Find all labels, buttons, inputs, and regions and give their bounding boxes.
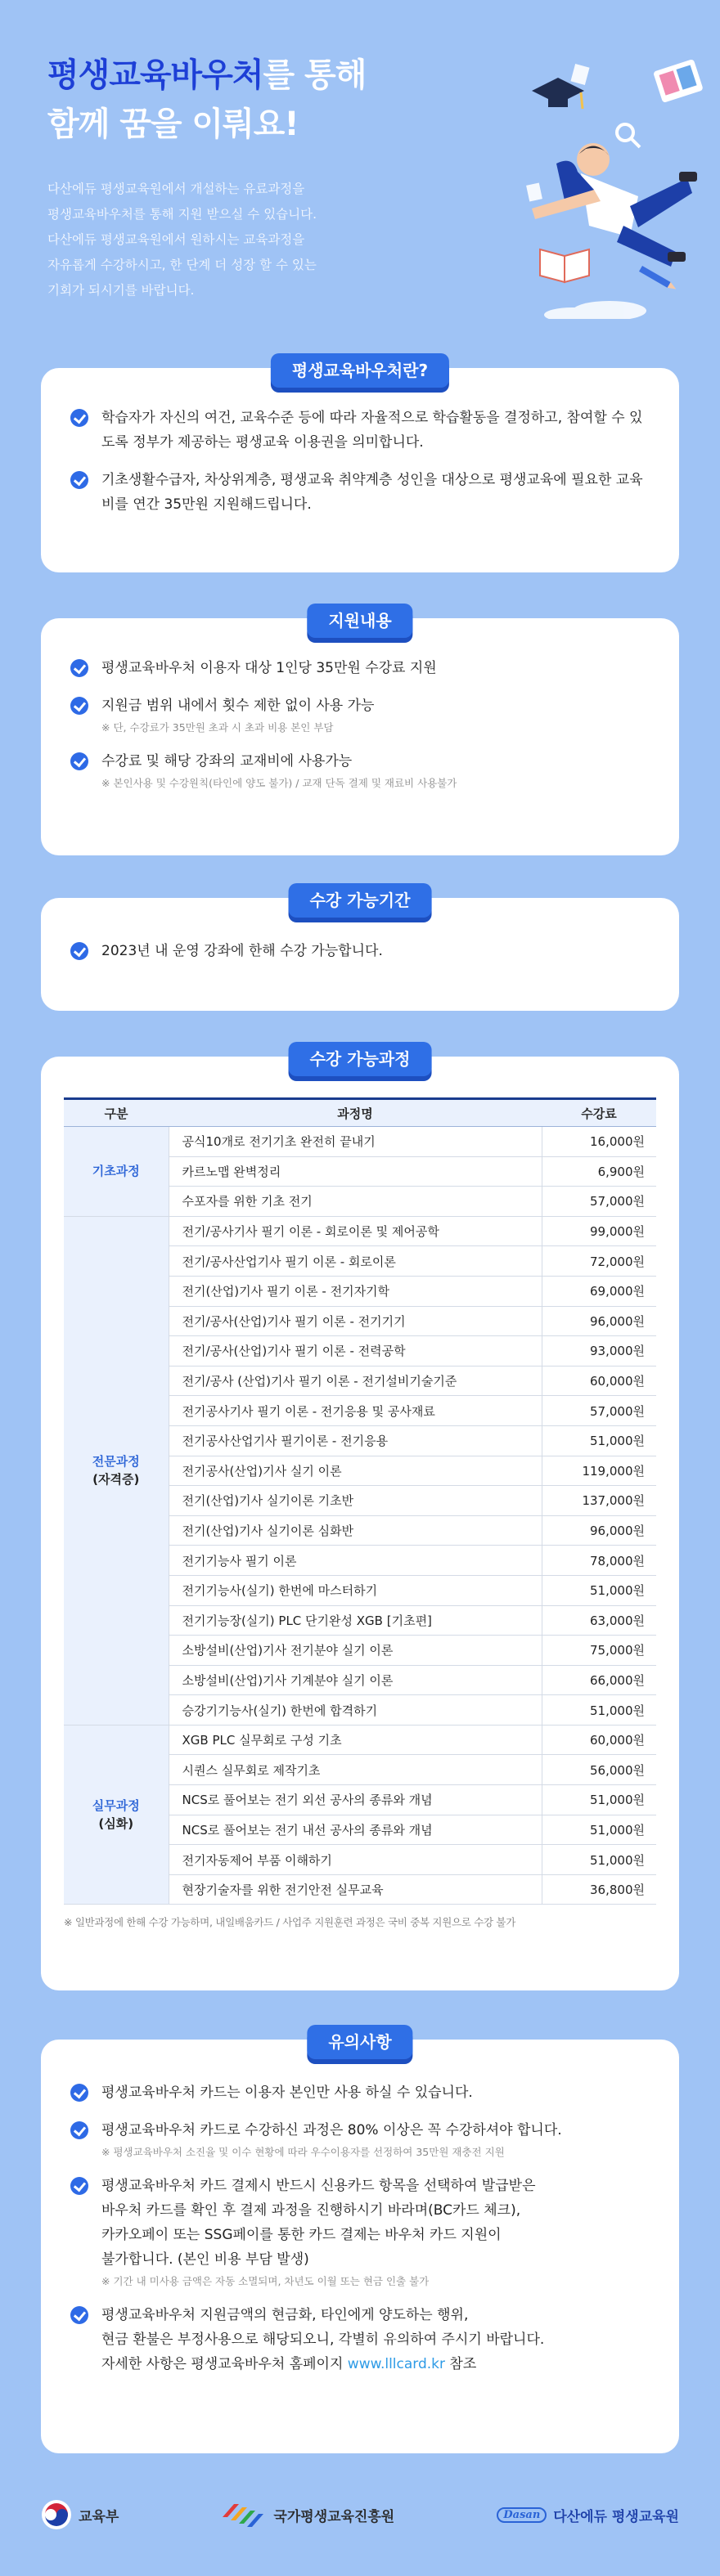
caution-last-suffix: 참조	[449, 2356, 477, 2372]
course-fee: 56,000원	[542, 1755, 656, 1785]
info-item-note: ※ 본인사용 및 수강원칙(타인에 양도 불가) / 교재 단독 결제 및 재료비 사용불가	[101, 777, 457, 789]
course-fee: 51,000원	[542, 1425, 656, 1456]
check-circle-icon	[70, 471, 88, 489]
course-name: 전기공사산업기사 필기이론 - 전기응용	[169, 1425, 542, 1456]
course-name: 전기기능사 필기 이론	[169, 1546, 542, 1576]
section-title: 수강 가능과정	[289, 1042, 432, 1076]
info-item-text: 학습자가 자신의 여건, 교육수준 등에 따라 자율적으로 학습활동을 결정하고, 참여할 수 있도록 정부가 제공하는 평생교육 이용권을 의미합니다.	[101, 410, 643, 451]
caution-text: 불가합니다. (본인 비용 부담 발생)	[101, 2251, 309, 2268]
info-item-text: 평생교육바우처 이용자 대상 1인당 35만원 수강료 지원	[101, 660, 437, 676]
caution-item	[70, 2303, 650, 2376]
check-circle-icon	[70, 659, 88, 677]
table-header-course: 과정명	[169, 1099, 542, 1127]
caution-text: 평생교육바우처 카드는 이용자 본인만 사용 하실 수 있습니다.	[101, 2085, 473, 2101]
course-fee: 99,000원	[542, 1216, 656, 1246]
course-fee: 137,000원	[542, 1486, 656, 1516]
course-fee: 36,800원	[542, 1874, 656, 1905]
section-title: 지원내용	[307, 604, 412, 638]
course-fee: 119,000원	[542, 1456, 656, 1486]
course-fee: 16,000원	[542, 1127, 656, 1157]
caution-item	[70, 2174, 650, 2290]
info-item	[70, 939, 650, 963]
course-name: 소방설비(산업)기사 전기분야 실기 이론	[169, 1636, 542, 1666]
info-item	[70, 693, 650, 736]
dasan-mark-icon: Dasan	[497, 2507, 547, 2523]
info-item-text: 수강료 및 해당 강좌의 교재비에 사용가능	[101, 753, 353, 770]
info-item	[70, 749, 650, 792]
moe-logo-text: 교육부	[79, 2508, 119, 2525]
section-period	[41, 891, 679, 1011]
caution-note: ※ 평생교육바우처 소진율 및 이수 현황에 따라 우수이용자를 선정하여 35만원 재충전 지원	[101, 2146, 505, 2158]
hero-desc-line: 다산에듀 평생교육원에서 개설하는 유료과정을	[47, 182, 305, 196]
course-name: 수포자를 위한 기초 전기	[169, 1187, 542, 1217]
course-fee: 60,000원	[542, 1725, 656, 1755]
student-figure	[532, 143, 697, 267]
book-icon	[653, 59, 704, 103]
pencil-icon	[639, 266, 677, 292]
course-fee: 51,000원	[542, 1815, 656, 1845]
hero-description	[47, 177, 399, 303]
hero	[0, 0, 720, 368]
taegeuk-emblem-icon	[41, 2499, 72, 2530]
info-item-text: 지원금 범위 내에서 횟수 제한 없이 사용 가능	[101, 698, 375, 714]
section-title: 유의사항	[307, 2025, 412, 2059]
check-circle-icon	[70, 2084, 88, 2102]
course-fee: 69,000원	[542, 1276, 656, 1306]
course-fee: 57,000원	[542, 1187, 656, 1217]
info-item	[70, 406, 650, 455]
course-name: 전기/공사기사 필기 이론 - 회로이론 및 제어공학	[169, 1216, 542, 1246]
caution-text: 바우처 카드를 확인 후 결제 과정을 진행하시기 바라며(BC카드 체크),	[101, 2202, 521, 2219]
course-category	[64, 1725, 169, 1905]
cloud-icon	[544, 301, 646, 319]
caution-text: 평생교육바우처 카드 결제시 반드시 신용카드 항목을 선택하여 발급받은	[101, 2178, 536, 2194]
table-note: ※ 일반과정에 한해 수강 가능하며, 내일배움카드 / 사업주 지원훈련 과정은 국비 중복 지원으로 수강 불가	[64, 1916, 515, 1929]
section-caution	[41, 2032, 679, 2453]
nile-logo-text: 국가평생교육진흥원	[273, 2508, 395, 2525]
info-item-text: 2023년 내 운영 강좌에 한해 수강 가능합니다.	[101, 943, 383, 959]
course-name: NCS로 풀어보는 전기 외선 공사의 종류와 개념	[169, 1785, 542, 1815]
course-name: 전기/공사(산업)기사 필기 이론 - 전력공학	[169, 1336, 542, 1367]
course-fee: 96,000원	[542, 1515, 656, 1546]
course-category-sub: (자격증)	[92, 1472, 140, 1488]
info-item	[70, 656, 650, 680]
hero-desc-line: 기회가 되시기를 바랍니다.	[47, 283, 195, 298]
course-name: 승강기기능사(실기) 한번에 합격하기	[169, 1695, 542, 1726]
table-header-fee: 수강료	[542, 1099, 656, 1127]
caution-item	[70, 2080, 650, 2105]
course-fee: 6,900원	[542, 1156, 656, 1187]
info-item-note: ※ 단, 수강료가 35만원 초과 시 초과 비용 본인 부담	[101, 721, 334, 734]
course-fee: 75,000원	[542, 1636, 656, 1666]
magnifier-icon	[617, 124, 640, 147]
course-category-label: 실무과정	[92, 1798, 140, 1814]
course-name: 공식10개로 전기기초 완전히 끝내기	[169, 1127, 542, 1157]
check-circle-icon	[70, 2121, 88, 2139]
course-name: 전기/공사산업기사 필기 이론 - 회로이론	[169, 1246, 542, 1277]
hero-desc-line: 자유롭게 수강하시고, 한 단계 더 성장 할 수 있는	[47, 258, 317, 272]
footer	[0, 2453, 720, 2576]
course-fee: 51,000원	[542, 1785, 656, 1815]
voucher-homepage-link[interactable]: www.lllcard.kr	[347, 2356, 446, 2372]
course-category-label: 전문과정	[92, 1454, 140, 1470]
course-fee: 51,000원	[542, 1575, 656, 1605]
course-fee: 78,000원	[542, 1546, 656, 1576]
course-fee: 51,000원	[542, 1845, 656, 1875]
course-name: 전기공사기사 필기 이론 - 전기응용 및 공사재료	[169, 1396, 542, 1426]
check-circle-icon	[70, 752, 88, 770]
info-item	[70, 468, 650, 517]
course-table	[64, 1097, 656, 1905]
course-name: 소방설비(산업)기사 기계분야 실기 이론	[169, 1665, 542, 1695]
flying-student-illustration	[434, 33, 704, 319]
course-category-label: 기초과정	[92, 1164, 140, 1179]
info-item-text: 기초생활수급자, 차상위계층, 평생교육 취약계층 성인을 대상으로 평생교육에 필요한 교육비를 연간 35만원 지원해드립니다.	[101, 472, 643, 513]
nile-stripes-icon	[221, 2501, 267, 2529]
course-fee: 60,000원	[542, 1366, 656, 1396]
course-name: 전기(산업)기사 실기이론 기초반	[169, 1486, 542, 1516]
section-support	[41, 611, 679, 855]
course-name: 전기자동제어 부품 이해하기	[169, 1845, 542, 1875]
course-name: 전기(산업)기사 실기이론 심화반	[169, 1515, 542, 1546]
course-category	[64, 1127, 169, 1217]
table-row	[64, 1127, 656, 1157]
course-name: 전기(산업)기사 필기 이론 - 전기자기학	[169, 1276, 542, 1306]
nile-logo	[221, 2501, 394, 2529]
hero-desc-line: 평생교육바우처를 통해 지원 받으실 수 있습니다.	[47, 207, 317, 222]
table-header-category: 구분	[64, 1099, 169, 1127]
check-circle-icon	[70, 697, 88, 715]
caution-item	[70, 2118, 650, 2161]
hero-desc-line: 다산에듀 평생교육원에서 원하시는 교육과정을	[47, 232, 305, 247]
caution-text: 평생교육바우처 카드로 수강하신 과정은 80% 이상은 꼭 수강하셔야 합니다.	[101, 2122, 562, 2138]
open-book-icon	[540, 249, 589, 282]
hero-title-line2: 함께 꿈을 이뤄요!	[47, 105, 299, 143]
table-row	[64, 1725, 656, 1755]
caution-note: ※ 기간 내 미사용 금액은 자동 소멸되며, 차년도 이월 또는 현금 인출 불가	[101, 2275, 430, 2287]
course-name: NCS로 풀어보는 전기 내선 공사의 종류와 개념	[169, 1815, 542, 1845]
section-title: 평생교육바우처란?	[271, 353, 449, 388]
hero-title-accent: 평생교육바우처	[47, 56, 263, 94]
caution-text: 현금 환불은 부정사용으로 해당되오니, 각별히 유의하여 주시기 바랍니다.	[101, 2331, 545, 2348]
caution-last-prefix: 자세한 사항은 평생교육바우처 홈페이지	[101, 2356, 344, 2372]
course-category-sub: (심화)	[98, 1816, 134, 1832]
moe-logo	[41, 2499, 119, 2530]
course-fee: 57,000원	[542, 1396, 656, 1426]
check-circle-icon	[70, 2177, 88, 2195]
section-courses	[41, 1049, 679, 1990]
course-name: 시퀀스 실무회로 제작기초	[169, 1755, 542, 1785]
caution-text: 평생교육바우처 지원금액의 현금화, 타인에게 양도하는 행위,	[101, 2307, 469, 2323]
course-name: 전기/공사(산업)기사 필기 이론 - 전기기기	[169, 1306, 542, 1336]
caution-text: 카카오페이 또는 SSG페이를 통한 카드 결제는 바우처 카드 지원이	[101, 2227, 502, 2243]
check-circle-icon	[70, 942, 88, 960]
course-name: 전기/공사 (산업)기사 필기 이론 - 전기설비기술기준	[169, 1366, 542, 1396]
section-what-is-voucher	[41, 361, 679, 572]
caution-text-last	[101, 2352, 544, 2376]
hero-title-rest: 를 통해	[263, 56, 367, 94]
course-name: XGB PLC 실무회로 구성 기초	[169, 1725, 542, 1755]
course-fee: 93,000원	[542, 1336, 656, 1367]
table-row	[64, 1216, 656, 1246]
course-name: 전기공사(산업)기사 실기 이론	[169, 1456, 542, 1486]
course-name: 전기기능사(실기) 한번에 마스터하기	[169, 1575, 542, 1605]
course-name: 현장기술자를 위한 전기안전 실무교육	[169, 1874, 542, 1905]
course-category	[64, 1216, 169, 1725]
course-table-body	[64, 1127, 656, 1905]
section-title: 수강 가능기간	[289, 883, 432, 918]
course-fee: 72,000원	[542, 1246, 656, 1277]
course-name: 전기기능장(실기) PLC 단기완성 XGB [기초편]	[169, 1605, 542, 1636]
check-circle-icon	[70, 2306, 88, 2324]
course-name: 카르노맵 완벽정리	[169, 1156, 542, 1187]
course-fee: 66,000원	[542, 1665, 656, 1695]
dasan-logo-text: 다산에듀 평생교육원	[553, 2508, 679, 2525]
course-fee: 63,000원	[542, 1605, 656, 1636]
course-fee: 51,000원	[542, 1695, 656, 1726]
check-circle-icon	[70, 409, 88, 427]
course-fee: 96,000원	[542, 1306, 656, 1336]
